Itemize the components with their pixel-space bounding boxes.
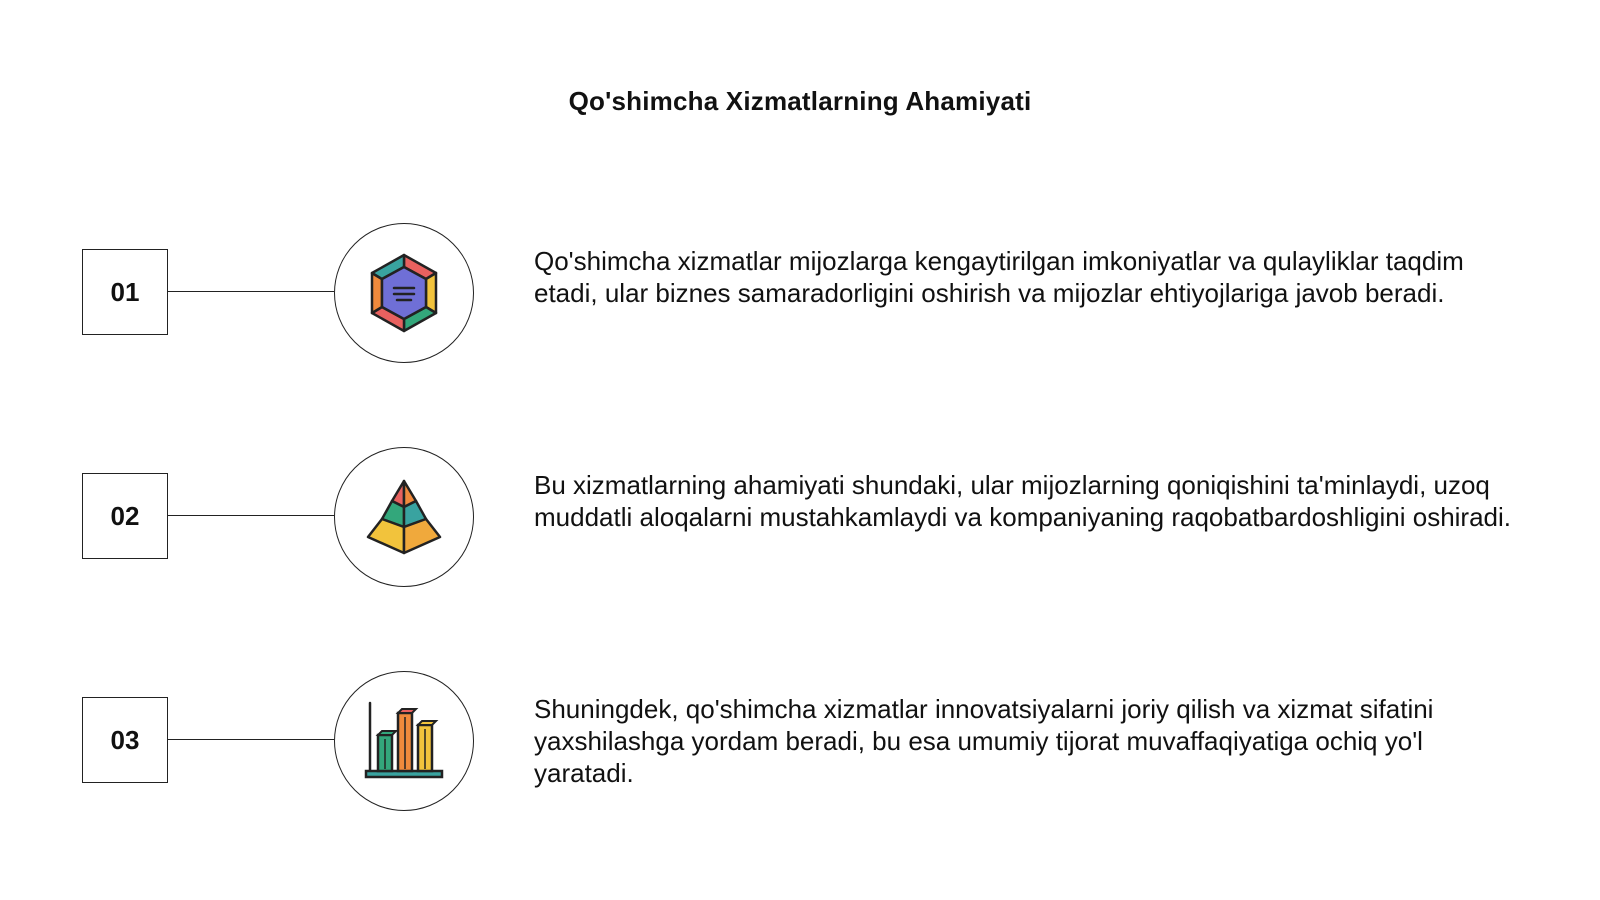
hexagon-list-icon: [364, 251, 444, 335]
page-title: Qo'shimcha Xizmatlarning Ahamiyati: [568, 86, 1032, 116]
connector-line-1: [168, 291, 334, 292]
step-icon-circle-2: [334, 447, 474, 587]
connector-line-2: [168, 515, 334, 516]
step-row-3: [0, 671, 1600, 811]
step-description-2: Bu xizmatlarning ahamiyati shundaki, ular mijozlarning qoniqishini ta'minlaydi, uzoq muddatli aloqalarni mustahkamlaydi va kompaniyaning raqobatbardoshligini oshiradi.: [534, 470, 1512, 532]
step-description-1: Qo'shimcha xizmatlar mijozlarga kengaytirilgan imkoniyatlar va qulayliklar taqdim etadi, ular biznes samaradorligini oshirish va mijozlar ehtiyojlariga javob beradi.: [534, 246, 1464, 308]
step-number-2: 02: [82, 473, 168, 559]
step-description-3: Shuningdek, qo'shimcha xizmatlar innovatsiyalarni joriy qilish va xizmat sifatini yaxshilashga yordam beradi, bu esa umumiy tijorat muvaffaqiyatiga ochiq yo'l yaratadi.: [534, 694, 1434, 788]
pyramid-icon: [362, 475, 446, 559]
step-icon-circle-3: [334, 671, 474, 811]
step-number-3: 03: [82, 697, 168, 783]
connector-line-3: [168, 739, 334, 740]
bar-chart-icon: [362, 699, 446, 783]
step-icon-circle-1: [334, 223, 474, 363]
step-row-2: [0, 447, 1600, 587]
step-row-1: [0, 223, 1600, 363]
step-number-1: 01: [82, 249, 168, 335]
